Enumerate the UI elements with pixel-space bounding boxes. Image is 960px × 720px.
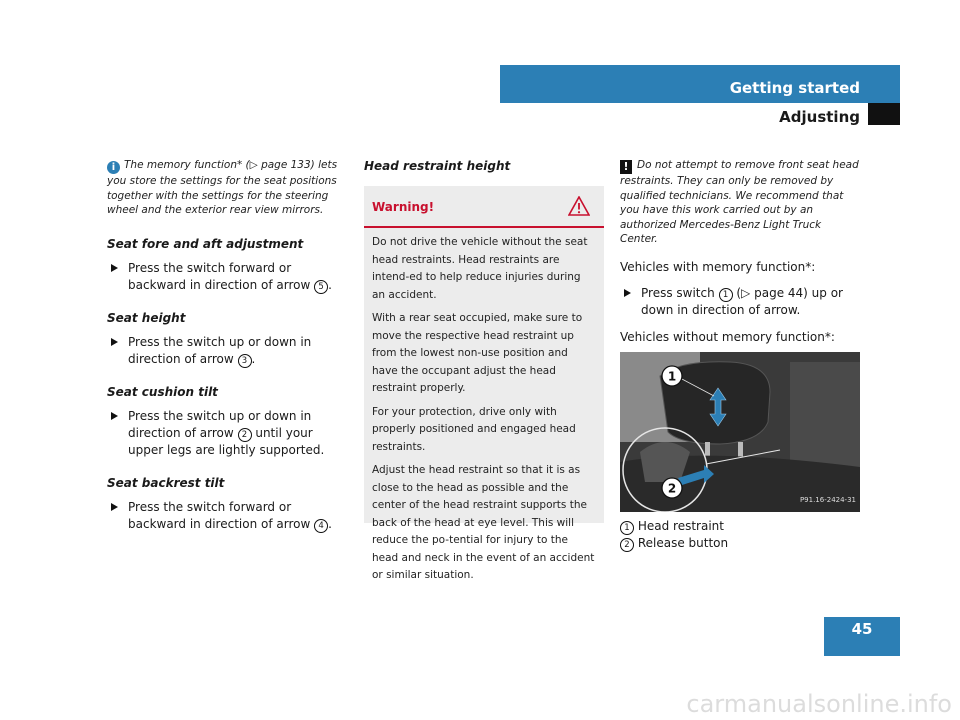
legend-item: 1 Head restraint bbox=[620, 518, 862, 535]
step-fore-aft: Press the switch forward or backward in direction of arrow 5 . bbox=[107, 260, 347, 294]
svg-text:1: 1 bbox=[667, 369, 677, 383]
bullet-arrow-icon bbox=[624, 289, 631, 297]
warning-title: Warning! bbox=[372, 200, 435, 214]
warning-body bbox=[364, 228, 604, 585]
warning-paragraph: Adjust the head restraint so that it is as close to the head as possible and the center of the head restraint supports the back of the head at eye level. This will reduce the po-tential for injury to the head and neck in the event of an accident or similar situation. bbox=[372, 464, 595, 581]
bullet-arrow-icon bbox=[111, 264, 118, 272]
heading-cushion-tilt: Seat cushion tilt bbox=[107, 384, 218, 399]
with-memory-label: Vehicles with memory function*: bbox=[620, 259, 816, 274]
warning-paragraph: Do not drive the vehicle without the seat head restraints. Head restraints are intend-ed to help reduce injuries during an accident. bbox=[372, 236, 588, 301]
info-note: i The memory function* (▷ page 133) lets you store the settings for the seat positions together with the settings for the steering wheel and the exterior rear view mirrors. bbox=[107, 159, 338, 216]
number-circle: 2 bbox=[620, 538, 634, 552]
number-circle: 1 bbox=[620, 521, 634, 535]
subsection-title: Adjusting bbox=[779, 108, 860, 126]
page-number: 45 bbox=[824, 617, 900, 656]
number-circle: 2 bbox=[238, 428, 252, 442]
warning-box bbox=[364, 186, 604, 581]
bullet-arrow-icon bbox=[111, 412, 118, 420]
step-backrest-tilt: Press the switch forward or backward in direction of arrow 4 . bbox=[107, 499, 347, 533]
caution-note: ! Do not attempt to remove front seat head restraints. They can only be removed by qualified technicians. We recommend that you have this work carried out by an authorized Mercedes-Benz Light Truck Center. bbox=[620, 159, 859, 245]
caution-icon: ! bbox=[620, 160, 632, 174]
warning-paragraph: For your protection, drive only with properly positioned and engaged head restraints. bbox=[372, 405, 576, 453]
subsection-marker bbox=[868, 103, 900, 125]
number-circle: 4 bbox=[314, 519, 328, 533]
warning-header bbox=[364, 186, 604, 228]
without-memory-label: Vehicles without memory function*: bbox=[620, 329, 835, 344]
warning-triangle-icon bbox=[568, 196, 590, 216]
bullet-arrow-icon bbox=[111, 503, 118, 511]
step-memory-switch: Press switch 1 (▷ page 44) up or down in direction of arrow. bbox=[620, 285, 862, 319]
column-middle bbox=[364, 158, 604, 175]
legend-item: 2 Release button bbox=[620, 535, 862, 552]
bullet-arrow-icon bbox=[111, 338, 118, 346]
head-restraint-illustration bbox=[620, 352, 860, 512]
header-bar bbox=[500, 65, 900, 103]
warning-paragraph: With a rear seat occupied, make sure to move the respective head restraint up from the lowest non-use position and have the occupant adjust the head restraint properly. bbox=[372, 312, 583, 394]
number-circle: 5 bbox=[314, 280, 328, 294]
heading-seat-height: Seat height bbox=[107, 310, 186, 325]
number-circle: 1 bbox=[719, 288, 733, 302]
heading-fore-aft: Seat fore and aft adjustment bbox=[107, 236, 304, 251]
head-restraint-photo bbox=[620, 352, 860, 512]
step-seat-height: Press the switch up or down in direction of arrow 3 . bbox=[107, 334, 347, 368]
photo-caption: P91.16-2424-31 bbox=[799, 495, 856, 504]
step-cushion-tilt: Press the switch up or down in direction of arrow 2 until your upper legs are lightly supported. bbox=[107, 408, 347, 459]
watermark: carmanualsonline.info bbox=[686, 690, 952, 718]
info-icon: i bbox=[107, 161, 120, 174]
number-circle: 3 bbox=[238, 354, 252, 368]
heading-head-restraint: Head restraint height bbox=[364, 159, 511, 173]
svg-text:2: 2 bbox=[667, 481, 677, 495]
column-right bbox=[620, 158, 862, 552]
section-title: Getting started bbox=[729, 79, 860, 97]
heading-backrest-tilt: Seat backrest tilt bbox=[107, 475, 225, 490]
column-left bbox=[107, 158, 347, 533]
